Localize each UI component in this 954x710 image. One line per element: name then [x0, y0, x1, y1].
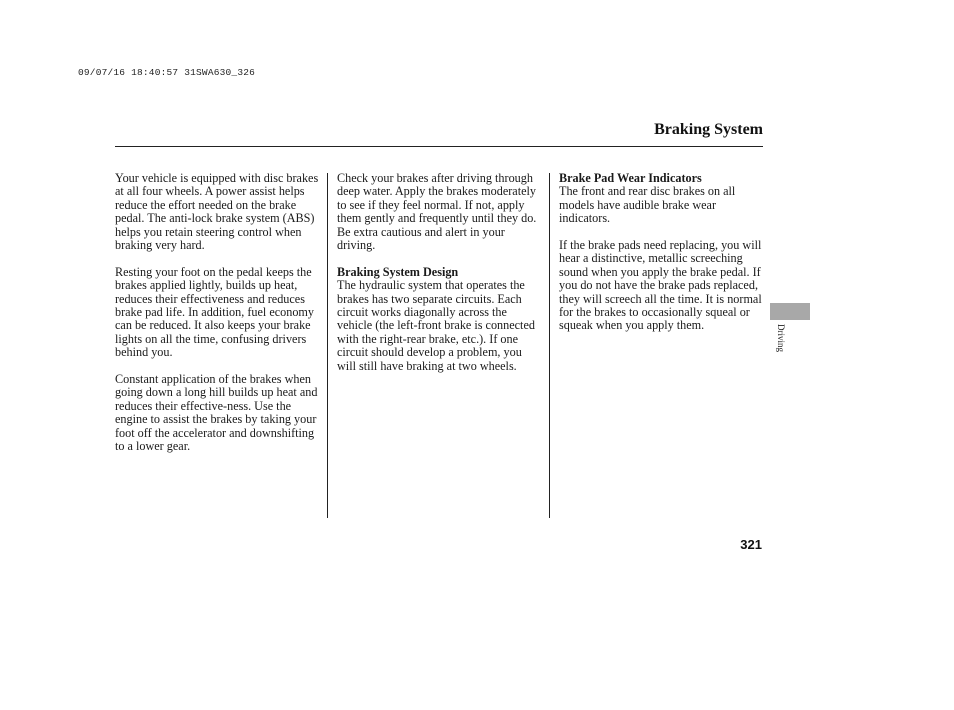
paragraph-wear-indicators: The front and rear disc brakes on all models have audible brake wear indicators. — [559, 184, 736, 226]
paragraph-constant-application: Constant application of the brakes when going down a long hill builds up heat and reduces their effective-ness. Use the engine to assist the brakes by taking your foot off the accelerator and downshifting to a lower gear. — [115, 372, 318, 454]
title-rule — [115, 146, 763, 147]
left-column — [115, 172, 325, 467]
paragraph-hydraulic-system: The hydraulic system that operates the brakes has two separate circuits. Each circuit works diagonally across the vehicle (the left-front brake is connected with the right-rear brake, etc.). If one circuit should develop a problem, you will still have braking at two wheels. — [337, 278, 535, 373]
paragraph-resting-foot: Resting your foot on the pedal keeps the brakes applied lightly, builds up heat, reduces their effectiveness and reduces brake pad life. In addition, fuel economy can be reduced. It also keeps your brake lights on all the time, confusing drivers behind you. — [115, 264, 314, 360]
column-divider-1 — [327, 173, 328, 518]
paragraph-screeching-sound: If the brake pads need replacing, you will hear a distinctive, metallic screeching sound when you apply the brake pedal. If you do not have the brake pads replaced, they will screech all the time. It is normal for the brakes to occasionally squeal or squeak when you apply them. — [559, 238, 762, 333]
middle-column — [337, 172, 543, 386]
right-column — [559, 172, 765, 346]
paragraph-disc-brakes: Your vehicle is equipped with disc brakes at all four wheels. A power assist helps reduce the effort needed on the brake pedal. The anti-lock brake system (ABS) helps you retain steering control when braking very hard. — [115, 171, 319, 253]
print-stamp: 09/07/16 18:40:57 31SWA630_326 — [78, 67, 256, 78]
column-divider-2 — [549, 173, 550, 518]
section-title: Braking System — [654, 121, 763, 138]
side-tab-label: Driving — [776, 324, 786, 352]
heading-brake-pad-wear-indicators: Brake Pad Wear Indicators — [559, 171, 702, 185]
section-tab-marker — [770, 303, 810, 320]
paragraph-deep-water: Check your brakes after driving through deep water. Apply the brakes moderately to see if they feel normal. If not, apply them gently and frequently until they do. Be extra cautious and alert in your driving. — [337, 171, 537, 253]
page-number: 321 — [740, 537, 762, 552]
heading-braking-system-design: Braking System Design — [337, 264, 459, 279]
